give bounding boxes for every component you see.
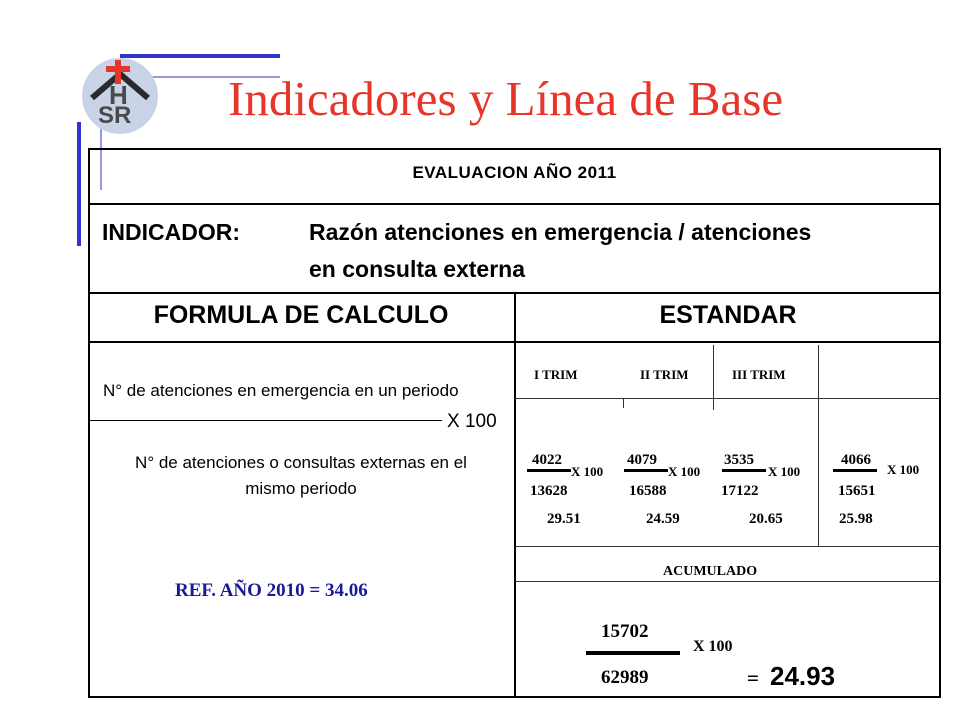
- accumulated-numerator: 15702: [601, 621, 649, 642]
- indicator-text-line2: en consulta externa: [309, 256, 526, 282]
- reference-value: REF. AÑO 2010 = 34.06: [175, 580, 368, 601]
- quarter-1-result: 29.51: [547, 511, 581, 527]
- accumulated-result: 24.93: [770, 661, 836, 691]
- evaluation-header: EVALUACION AÑO 2011: [412, 163, 617, 182]
- quarter-4-result: 25.98: [839, 511, 873, 527]
- quarter-2-fraction-bar: [624, 469, 668, 472]
- row-divider-1: [88, 203, 941, 205]
- quarter-1-fraction-bar: [527, 469, 571, 472]
- accumulated-multiplier: X 100: [693, 638, 733, 655]
- indicator-label: INDICADOR:: [102, 219, 240, 245]
- standard-column-header: ESTANDAR: [659, 301, 797, 329]
- quarter-divider-1: [623, 398, 624, 408]
- accumulated-bottom-divider: [515, 581, 940, 582]
- accumulated-denominator: 62989: [601, 667, 649, 688]
- quarter-3-result: 20.65: [749, 511, 783, 527]
- quarter-1-numerator: 4022: [532, 452, 562, 468]
- quarter-4-denominator: 15651: [838, 483, 876, 499]
- quarter-4-fraction-bar: [833, 469, 877, 472]
- quarter-4-numerator: 4066: [841, 452, 871, 468]
- quarter-1-denominator: 13628: [530, 483, 568, 499]
- accumulated-equals: =: [747, 666, 759, 690]
- accumulated-fraction-bar: [586, 651, 680, 655]
- quarter-divider-3: [818, 345, 819, 547]
- formula-numerator: N° de atenciones en emergencia en un periodo: [103, 381, 459, 400]
- formula-fraction-bar: [90, 420, 442, 421]
- quarter-label-1: I TRIM: [534, 367, 578, 382]
- quarter-4-multiplier: X 100: [887, 462, 920, 477]
- quarter-2-denominator: 16588: [629, 483, 667, 499]
- quarter-1-multiplier: X 100: [571, 464, 604, 479]
- quarter-divider-2: [713, 345, 714, 410]
- column-divider: [514, 292, 516, 698]
- quarter-3-multiplier: X 100: [768, 464, 801, 479]
- logo-text-bottom: SR: [98, 102, 132, 129]
- logo-text-top: H: [109, 80, 128, 110]
- indicator-text-line1: Razón atenciones en emergencia / atenciones: [309, 219, 812, 245]
- quarter-2-multiplier: X 100: [668, 464, 701, 479]
- quarter-label-3: III TRIM: [732, 367, 786, 382]
- quarter-header-divider: [515, 398, 940, 399]
- formula-multiplier: X 100: [447, 411, 497, 432]
- quarter-3-fraction-bar: [722, 469, 766, 472]
- quarter-2-result: 24.59: [646, 511, 680, 527]
- accumulated-label: ACUMULADO: [663, 564, 758, 579]
- decorative-line-left: [77, 122, 81, 246]
- quarter-label-2: II TRIM: [640, 367, 689, 382]
- quarter-3-numerator: 3535: [724, 452, 754, 468]
- formula-denominator-line1: N° de atenciones o consultas externas en el: [135, 453, 467, 472]
- quarter-3-denominator: 17122: [721, 483, 759, 499]
- formula-column-header: FORMULA DE CALCULO: [153, 301, 449, 329]
- formula-denominator-line2: mismo periodo: [245, 479, 357, 498]
- hospital-logo: [82, 58, 158, 134]
- quarter-2-numerator: 4079: [627, 452, 657, 468]
- page-title: Indicadores y Línea de Base: [228, 71, 784, 126]
- accumulated-top-divider: [515, 546, 940, 547]
